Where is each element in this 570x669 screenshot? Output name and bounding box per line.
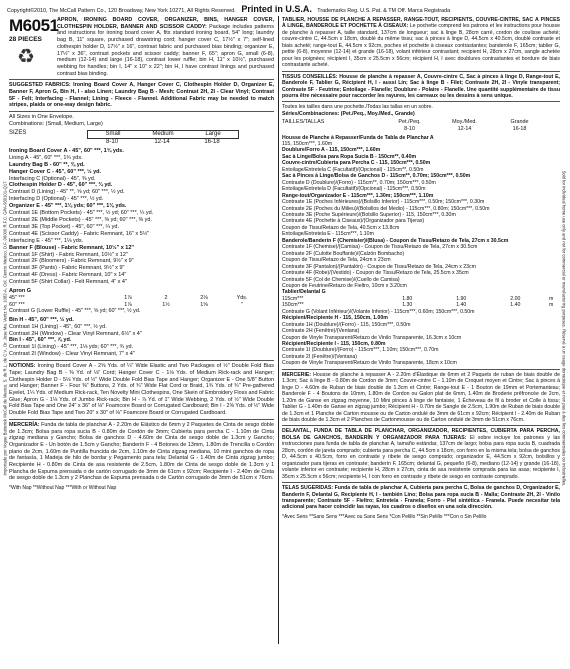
yardage-list: [9, 148, 274, 286]
french-yardage-line: Contraste 3F (Pantalon)/(Pantalón) - Coupon de Tissu/Retazo de Tela, 24cm x 23cm: [282, 263, 476, 270]
recycle-icon: ♻: [17, 46, 35, 68]
yardage-line: Laundry Bag B - 60" **, ⅜ yd.: [9, 161, 85, 168]
recipient-yardage-line: Coupon de Vinyle Transparent/Retazo de Vinilo Transparente, 16.3cm x 10cm: [282, 334, 462, 341]
size-name: Small: [105, 130, 121, 137]
bin-yardage-line: Bin H - 45", 60" ***, ½ yd.: [9, 316, 74, 323]
size-values-row: [87, 139, 239, 146]
yardage-line: Interfacing D (Optional) - 45" ***, ½ yd.: [9, 196, 104, 203]
taille-name: Moy./Med.: [452, 119, 477, 126]
apron-row-label: 60" ***: [9, 301, 25, 308]
recipient-yardage-line: Contraste G (Volant Inférieur)/(Volante Inferior) - 115cm***, 0.60m; 150cm***, 0.50m: [282, 308, 475, 315]
sizes-grid: [87, 130, 239, 146]
tablier-row-value: 1.90: [456, 295, 467, 302]
yardage-line: Contrast 2F (Bloomers) - Fabric Remnant, 9½" x 9": [9, 258, 134, 265]
series-note: Séries/Combinaciones: (Pet./Peq., Moy./Med., Grande): [282, 110, 415, 117]
french-yardage-line: Contraste 2F (Culotte Bouffante)/(Calzón Bombacho): [282, 250, 405, 257]
french-intro-text: Le pochette comprend les patrons et les instructions pour housse de planche à repasser A, taille standard, 137cm de longueur; sac à linge B, 28cm carré, cordon de coulisse acheté; couvre-cintre C, 44.5cm x 18cm, doublé du même tissu; sac à pinces à linge D, 44.5cm x 40.5cm, doublé contraste et biais acheté; range-tout E, 44.5cm x 92cm, poches et pochette à ciseaux contrastantes; banderole F, 165cm; tablier G, petite (6-8), moyenne (12-14) et grande (16-18), volant inférieur contrastant; recipient H, 28cm x 27cm, sangle achetée pour les poignées; récipient I, 35cm x 25.5cm x 56cm; récipient H, I avec doublures contrastantes et bordure de biais contrastante acheté.: [282, 23, 560, 69]
apron-row-label: 45" ***: [9, 294, 25, 301]
recipient-yardage-line: Contraste 1H (Doublure)/(Forro) - 115, 150cm***, 0.50m: [282, 321, 411, 328]
pattern-description-text: Package includes patterns and instructions for ironing board cover A, fits standard ironing board, 54" long; laundry bag B, 11" square, purchased drawstring cord; hanger cover C, 17½" x 7"; self-lined clothespin holder D, 17½" x 16", contrast fabric and purchased bias binding; organizer E, 17½" x 36", contrast pockets and scissor caddy; banner F, 65"; apron G, small (6-8), medium (12-14) and large (16-18), contrast lower ruffle; bin H, 11" x 10½", purchased webbing for handles; bin I, 14" x 10" x 22"; bin H, I have contrast linings and purchased contrast bias binding.: [57, 23, 274, 77]
tailles-label: TAILLES/TALLAS: [282, 119, 325, 126]
divider-line: [9, 79, 274, 80]
apron-row: [9, 308, 274, 315]
divider-line: [282, 101, 560, 102]
french-yardage-line: Contraste 1E (Poches Inférieures)/(Bolsillo Inferior) - 115cm***, 0.50m; 150cm***, 0.30m: [282, 199, 485, 206]
tissus-conseilles: [282, 74, 560, 100]
sizes-table: [9, 130, 274, 146]
bins-yardage: [9, 317, 274, 358]
tissus-label: TISSUS CONSEILLÉS:: [282, 73, 338, 80]
pattern-description: [57, 17, 274, 77]
french-yardage-line: Couvre-cintre/Cubierta para Percha C - 115, 150cm***, 0.50m: [282, 160, 431, 167]
telas-label: TELAS SUGERIDAS:: [282, 485, 334, 492]
yardage-line: Contrast 4F (Dress) - Fabric Remnant, 10" x 14": [9, 272, 127, 279]
yardage-line: Banner F (Blouse) - Fabric Remnant, 10½" x 12": [9, 244, 135, 251]
divider-line: [282, 425, 560, 426]
delantal-title: DELANTAL, FUNDA DE TABLA DE PLANCHAR, ORGANIZADOR, RECIPIENTES, CUBIERTA PARA PERCHA, BOLSA DE GANCHOS, BANDERÍN Y ORGANIZADOR PARA TIJERAS:: [282, 428, 560, 441]
yardage-line: Clothespin Holder D - 45", 60" ***, ¾ yd.: [9, 182, 113, 189]
tablier-row-label: 150cm***: [282, 302, 304, 309]
divider-line: [282, 71, 560, 72]
notions-label: NOTIONS:: [9, 363, 36, 370]
tablier-row-value: 1.40: [456, 302, 467, 309]
size-value: 12-14: [154, 138, 170, 145]
recipient-yardage-line: Récipient/Recipiente I - 115, 150cm, 0.80m: [282, 341, 386, 348]
delantal-section: [282, 428, 560, 480]
tablier-row-label: 115cm***: [282, 295, 304, 302]
yardage-line: Interfacing C (Optional) - 45", ⅜ yd.: [9, 175, 96, 182]
taille-name: Grande: [510, 119, 529, 126]
size-names-row: [87, 130, 239, 139]
french-yardage-line: Entoilage/Entretela C (Facultatif)/(Opcional) - 115cm**, 0.50m: [282, 166, 424, 173]
divider-line: [9, 360, 274, 361]
apron-row-unit: Yds.: [236, 294, 248, 301]
apron-row-label: Contrast G (Lower Ruffle) - 45" ***, ⅝ yd; 60" ***, ½ yd.: [9, 308, 141, 315]
yardage-line: Contrast D (Lining) - 45" **, ⅝ yd; 60" ***, ½ yd.: [9, 189, 125, 196]
tablier-row-value: 1.30: [402, 302, 413, 309]
nap-footnote-fr-es: *Avec Sens **Sans Sens ***Avec ou Sans Sens *Con Pelillo **Sin Pelillo ***Con o Sin Pelillo: [282, 513, 487, 520]
yardage-line: Interfacing E - 45" ***, 1⅛ yds.: [9, 237, 84, 244]
mercerie-label: MERCERIE:: [282, 371, 312, 378]
copyright-line: [7, 3, 563, 15]
recipient-yardage-line: Coupon de Vinyle Transparent/Retazo de Vinilo Transparente, 18cm x 10cm: [282, 360, 457, 367]
size-value: 16-18: [204, 138, 220, 145]
french-yardage-line: Housse de Planche à Repasser/Funda de Tabla de Planchar A: [282, 134, 434, 141]
apron-row-value: 1⅞: [124, 301, 132, 308]
french-title: TABLIER, HOUSSE DE PLANCHE A REPASSER, RANGE-TOUT, RECIPIENTS, COUVRE-CINTRE, SAC À PINCES À LINGE, BANDEROLE ET POCHETTE À CISEAUX:: [282, 17, 560, 30]
french-yardage-line: Contraste 3E (Poche Supérieure)/(Bolsillo Superior) - 115, 150cm***, 0.30m: [282, 211, 456, 218]
importer-sidebar: [2, 16, 8, 656]
french-yardage: [282, 135, 560, 290]
yardage-line: Contrast 1E (Bottom Pockets) - 45" ***, ½ yd; 60" ***, ¼ yd.: [9, 210, 154, 217]
tissus-text: Housse de planche à repasser A, Couvre-cintre C, Sac à pinces à linge D, Range-tout E, Banderole F, Tablier G, Récipient H, I - aussi Lin; Sac à linge B - Filet; Contraste 2H, 2I - Vinyle transparent; Contraste 5F - Feutrine; Entoilage - Flanelle; Doublure - Polaire - Flanelle. Une quantité supplémentaire de tissu pourra être nécessaire pour raccorder les rayures, les carreaux ou les dessins à sens unique.: [282, 73, 560, 99]
french-yardage-line: Sac à Pinces à Linge/Bolsa de Ganchos D - 115cm**, 0.70m; 150cm***, 0.50m: [282, 173, 471, 180]
french-yardage-line: Entoilage/Entretela E - 115cm***, 1.10m: [282, 231, 374, 238]
nap-footnote: *With Nap **Without Nap ***With or Without Nap: [9, 485, 117, 492]
apron-label: Apron G: [9, 288, 31, 295]
size-name: Medium: [152, 130, 174, 137]
usage-text: Sold for individual home use only and not for commercial or manufacturing purposes. Réservé à un usage domestique et non pas à des fins commerciales ou industrielles.: [561, 170, 567, 487]
yardage-line: Ironing Board Cover A - 45", 60" ***, 1¾ yds.: [9, 147, 124, 154]
taille-value: 16-18: [512, 125, 527, 132]
tablier-row-value: 2.00: [510, 295, 521, 302]
french-yardage-line: Contraste 5F (Col de Chemise)/(Cuello de Camisa): [282, 276, 400, 283]
apron-row-value: 1⅝: [200, 301, 208, 308]
divider-line: [282, 482, 560, 483]
yardage-line: Contrast 5F (Shirt Collar) - Felt Remnant, 4" x 4": [9, 279, 127, 286]
french-yardage-line: Contraste D (Doublure)/(Forro) - 115cm**, 0.70m; 150cm***, 0.50m: [282, 179, 436, 186]
tablier-row-unit: m: [549, 295, 554, 302]
yardage-line: Contrast 3E (Top Pocket) - 45", 60" ***, ¼ yd.: [9, 223, 119, 230]
fabrics-label: SUGGESTED FABRICS:: [9, 82, 71, 89]
apron-row-value: 2⅛: [200, 294, 208, 301]
divider-line: [9, 111, 274, 112]
divider-line: [9, 419, 274, 420]
recipient-yardage-line: Récipient/Recipiente H - 115, 150cm, 1.00m: [282, 315, 388, 322]
yardage-line: Contrast 1F (Shirt) - Fabric Remnant, 10½" x 12": [9, 251, 128, 258]
importer-text: Importado por Vogue Butterick McCall de Mexico, S. de R.L. de C.V., Dr. Jose Ma. Vertiz No. 1082-A, Col. Centro Mexico, D.F. 06000 R.F.C. GPA-930101-Q17: [2, 181, 8, 476]
envelope-note: All Sizes in One Envelope.: [9, 114, 74, 121]
tablier-row-value: 1.80: [402, 295, 413, 302]
yardage-line: Hanger Cover C - 45", 60" ***, ½ yd.: [9, 168, 102, 175]
usage-sidebar: [561, 16, 569, 656]
apron-row-value: 1⅞: [124, 294, 132, 301]
tailles-table: [282, 119, 560, 126]
merceria-label: MERCERÍA:: [9, 421, 40, 428]
taille-name: Pet./Peq.: [398, 119, 421, 126]
french-spanish-column: [282, 17, 560, 662]
tablier-label: Tablier/Delantal G: [282, 289, 326, 296]
pattern-id-block: [9, 17, 57, 77]
tablier-row-value: 1.40: [510, 302, 521, 309]
merceria-text: Funda de tabla de planchar A - 2.20m de Elástico de 6mm y 2 Paquetes de Cinta de sesgo doble de 1.3cm; Bolsa para ropa sucia B - 0.80m de Cordón de 3mm; Cubierta para percha C - 1.10m de Cinta zigzag mediana y Gancho; Bolsa de ganchos D - 4.60m de Cinta de sesgo doble de 1.3cm y Gancho; Organizador E - Un botón de 1.5cm y Gancho; Banderín F - 4 Botones de 13mm, 1.80m de Trencilla o Cordón plano de 2cm, 1.60m de Puntilla fruncida de 2cm, 1.10m de Cinta zigzag mediana, 10 mini ganchos de ropa de fantasía, 1 Madeja de hilo de bordar y Pegamento para tela; Delantal G - 1.40m de Cinta zigzag jumbo; Recipiente H - 0.80m de Cinta de asa resistente de 2.5cm, 1.80m de Cinta de sesgo doble de 1.3cm y 1 Plancha de Espuma prensada o de cartón corrugado de 3mm de 61cm x 92cm; Recipiente I - 2.40m de Cinta de sesgo doble de 1.3cm y 2 Planchas de Espuma prensada o de Cartón corrugado de 3mm de 51cm x 76cm.: [9, 421, 274, 482]
french-yardage-line: Contraste 4E (Pochette à Ciseaux)/(Organizador para Tijeras): [282, 218, 425, 225]
french-intro: [282, 17, 560, 69]
piece-count: 28 PIECES: [9, 36, 42, 43]
french-yardage-line: Sac à Linge/Bolsa para Ropa Sucia B - 150cm**, 0.40m: [282, 153, 417, 160]
bin-yardage-line: Bin I - 45", 60" ***, ⅞ yd.: [9, 337, 72, 344]
notions-text: Ironing Board Cover A - 2⅝ Yds. of ¼" Wide Elastic and Two Packages of ½" Double Fold Bias Tape; Laundry Bag B - ⅜ Yd. of ⅛" Cord; Hanger Cover C - 1⅛ Yds. of Medium Rick-rack and Hanger; Clothespin Holder D - 5⅛ Yds. of ½" Wide Double Fold Bias Tape and Hanger; Organizer E - One 5/8" Button and Hanger; Banner F - Four ⅜" Buttons, 2 Yds. of ¾" Wide Flat Cord or Braid, 1¾ Yds. of ¾" Pre-gathered Eyelet, 1¼ Yds. of Medium Rick-rack, Ten Novelty Mini Clothespins, One Skein of Embroidery Floss and Fabric Glue; Apron G - 1⅛ Yds. of Jumbo Rick-rack; Bin H - ⅞ Yd. of 1" Wide Webbing, 2 Yds. of ½" Wide Double Fold Bias Tape and One 24" x 36" of ⅛" Foamcore Board or Corrugated Cardboard; Bin I - 2⅝ Yds. of ½" Wide Double Fold Bias Tape and Two 20" x 30" of ⅛" Foamcore Board or Corrugated Cardboard.: [9, 363, 274, 417]
pattern-number: M6051: [9, 17, 59, 35]
taille-value: 12-14: [457, 125, 472, 132]
sizes-label: SIZES: [9, 129, 27, 136]
merceria-left: [9, 422, 274, 482]
pattern-header: [9, 17, 274, 77]
suggested-fabrics: [9, 82, 274, 109]
french-yardage-line: Contraste 1F (Chemise)/(Camisa) - Coupon de Tissu/Retazo de Tela, 27cm x 30.5cm: [282, 244, 478, 251]
yardage-line: Lining A - 45", 60" ***, 1¾ yds.: [9, 154, 83, 161]
yardage-line: Contrast 4E (Scissor Caddy) - Fabric Remnant, 16" x 5½": [9, 230, 150, 237]
combinations-note: Combinations: (Small, Medium, Large): [9, 121, 103, 128]
mercerie: [282, 372, 560, 424]
apron-row-value: 1½: [162, 301, 170, 308]
fabrics-text: Ironing Board Cover A, Hanger Cover C, Clothespin Holder D, Organizer E, Banner F, Apron G, Bin H, I - also Linen; Laundry Bag B - Mesh; Contrast 2H, 2I - Clear Vinyl; Contrast 5F - Felt; Interfacing - Flannel; Lining - Fleece - Flannel. Additional Fabric may be needed to match stripes, plaids or one-way design fabric.: [9, 82, 274, 109]
recipient-yardage-line: Contraste 1I (Doublure)/(Forro) - 115cm***, 1.10m; 150cm***, 0.70m: [282, 347, 439, 354]
french-yardage-line: Contraste 2E (Poches du Milieu)/(Bolsillos del Medio) - 115cm***, 0.80m; 150cm***, 0.50m: [282, 205, 490, 212]
tailles-values-row: [282, 126, 560, 133]
copyright-text: Copyright©2010, The McCall Pattern Co., 120 Broadway, New York 10271, All Rights Reserved.: [7, 8, 236, 14]
french-yardage-line: Coupon de Tissu/Retazo de Tela, 24cm x 23cm: [282, 257, 391, 264]
apron-yardage: [9, 288, 274, 315]
telas-sugeridas: [282, 485, 560, 511]
tablier-rows: [282, 296, 560, 309]
recipient-yardage-line: Contraste 2H (Fenêtre)/(Ventana): [282, 328, 360, 335]
tablier-table: [282, 289, 560, 308]
bin-yardage-line: Contrast 2I (Window) - Clear Vinyl Remnant, 7" x 4": [9, 351, 135, 358]
french-yardage-line: Banderole/Banderín F (Chemisier)/(Blusa) - Coupon de Tissu/Retazo de Tela, 27cm x 30.5cm: [282, 237, 509, 244]
tablier-row-unit: m: [549, 302, 554, 309]
apron-row: [9, 295, 274, 302]
notions: [9, 363, 274, 417]
french-yardage-line: Contraste 4F (Robe)/(Vestido) - Coupon de Tissu/Retazo de Tela, 25.5cm x 35cm: [282, 270, 469, 277]
mercerie-text: Housse de planche à repasser A - 2.20m d'Élastique de 6mm et 2 Paquets de ruban de biais double de 1.3cm; Sac à linge B - 0.80m de Cordon de 3mm; Couvre-cintre C - 1.10m de Croquet moyen et Cintre; Sac à pinces à linge D - 4.60m de Ruban de biais double de 1.3cm et Cintre; Range-tout E - 1 Bouton de 19mm et Portemanteau; Banderole F - 4 Boutons de 10mm, 1.80m de Cordon ou Galon plat de 6mm, 1.40m de Broderie prêfroncée de 2cm, 1.20m de Ganse en zigzag moyenne, 10 Mini pinces à linge de fantaisie, 1 Écheveau de fil à broder et Colle à tissu; Tablier G - 1.40m de Ganse en zigzag jumbo; Récipient H - 0.70m de Sangle de 2.5cm, 1.90m de Ruban de biais double de 1.3cm et 1 Planche de Carton mousse ou de Carton ondulé de 3mm de 61cm x 92cm; Récipient I - 2.40m de Ruban de biais double de 1.3cm et 2 Planches de Cartonmousse ou de Carton ondulé de 3mm de 51cm x 76cm.: [282, 371, 560, 424]
yardage-line: Contrast 2E (Middle Pockets) - 45" ***, ⅜ yd; 60" ***, ⅜ yd.: [9, 217, 152, 224]
french-yardage-line: 115, 150cm***, 1.60m: [282, 140, 333, 147]
column-divider: [278, 16, 279, 644]
delantal-text: El sobre incluye los patrones y las instrucciones para funda de tabla de planchar A, tamaño estándar, 137cm de largo; bolsa para ropa sucia B, cuadrada 28cm, cordón de jareta comprado; cubierta para percha C, 44.5cm x 18cm, con forro en la misma tela; bolsa de ganchos D, 44.5cm x 40.5cm, forro en contraste y ribete de sesgo comprado; organizador E, 44.5cm x 92cm, bolsillos y organizador para tijeras en contraste; banderín F, 165cm; delantal G, pequeño (6-8), mediano (12-14) y grande (16-18), volante inferior en contraste; recipiente H, 28cm x 27cm, cinta de asa resistente comprada para las asas; recipiente I, 35cm x 25.5cm x 56cm; recipiente H, I con forro en contraste y ribete de sesgo en contraste comprado.: [282, 434, 560, 480]
telas-text: Funda de tabla de planchar A, Cubierta para percha C, Bolsa de ganchos D, Organizador E, Banderín F, Delantal G, Recipiente H, I - también Lino; Bolsa para ropa sucia B - Malla; Contraste 2H, 2I - Vinilo transparente; Contraste 5F - Fieltro; Entretela - Franela; Forro - Piel sintética - Franela. Puede necesitar tela adicional para hacer coincidir las rayas, los cuadros o diseños en una sola dirección.: [282, 485, 560, 511]
size-name: Large: [205, 130, 221, 137]
size-value: 8-10: [105, 138, 118, 145]
apron-row-unit: ": [241, 301, 243, 308]
bin-yardage-line: Contrast 2H (Window) - Clear Vinyl Remnant, 6½" x 4": [9, 330, 142, 337]
taille-value: 8-10: [404, 125, 415, 132]
french-yardage-line: Coupon de Tissu/Retazo de Tela, 40.5cm x 13.8cm: [282, 224, 400, 231]
recipient-yardage: [282, 309, 560, 367]
recipient-yardage-line: Contraste 2I (Fenêtre)/(Ventana): [282, 353, 357, 360]
french-yardage-line: Range-tout/Organizador E - 115cm***, 1.30m; 150cm***, 1.10m: [282, 192, 434, 199]
yardage-line: Organizer E - 45" ***, 1⅛ yds; 60" ***, 1⅛ yds.: [9, 203, 127, 210]
bin-yardage-line: Contrast 1H (Lining) - 45", 60" ***, ½ yd.: [9, 323, 107, 330]
pattern-title: APRON, IRONING BOARD COVER, ORGANIZER, BINS, HANGER COVER, CLOTHESPIN HOLDER, BANNER AND SCISSOR CADDY:: [57, 17, 274, 30]
sizes-note: Toutes les tailles dans une pochette./Todas las tallas en un sobre.: [282, 104, 433, 111]
english-column: [9, 17, 274, 662]
yardage-line: Contrast 3F (Pants) - Fabric Remnant, 9½" x 9": [9, 265, 125, 272]
bin-yardage-line: Contrast 1I (Lining) - 45" ***, 1⅛ yds; 60" ***, ¾ yd.: [9, 344, 134, 351]
trademark-text: Trademarks Reg. U.S. Pat. & TM Off. Marca Registrada: [317, 8, 451, 14]
tablier-row: [282, 302, 560, 308]
french-yardage-line: Coupon de Feutrine/Retazo de Fieltro, 10cm x 3.20cm: [282, 282, 407, 289]
printed-in-usa: Printed in U.S.A.: [241, 4, 312, 14]
french-yardage-line: Entoilage/Entretela D (Facultatif)/(Opcional) - 115cm***, 0.50m: [282, 186, 426, 193]
divider-line: [282, 369, 560, 370]
french-yardage-line: Doublure/Forro A - 115, 150cm***, 1.60m: [282, 147, 381, 154]
apron-rows: [9, 295, 274, 315]
apron-row-value: 2: [164, 294, 168, 301]
